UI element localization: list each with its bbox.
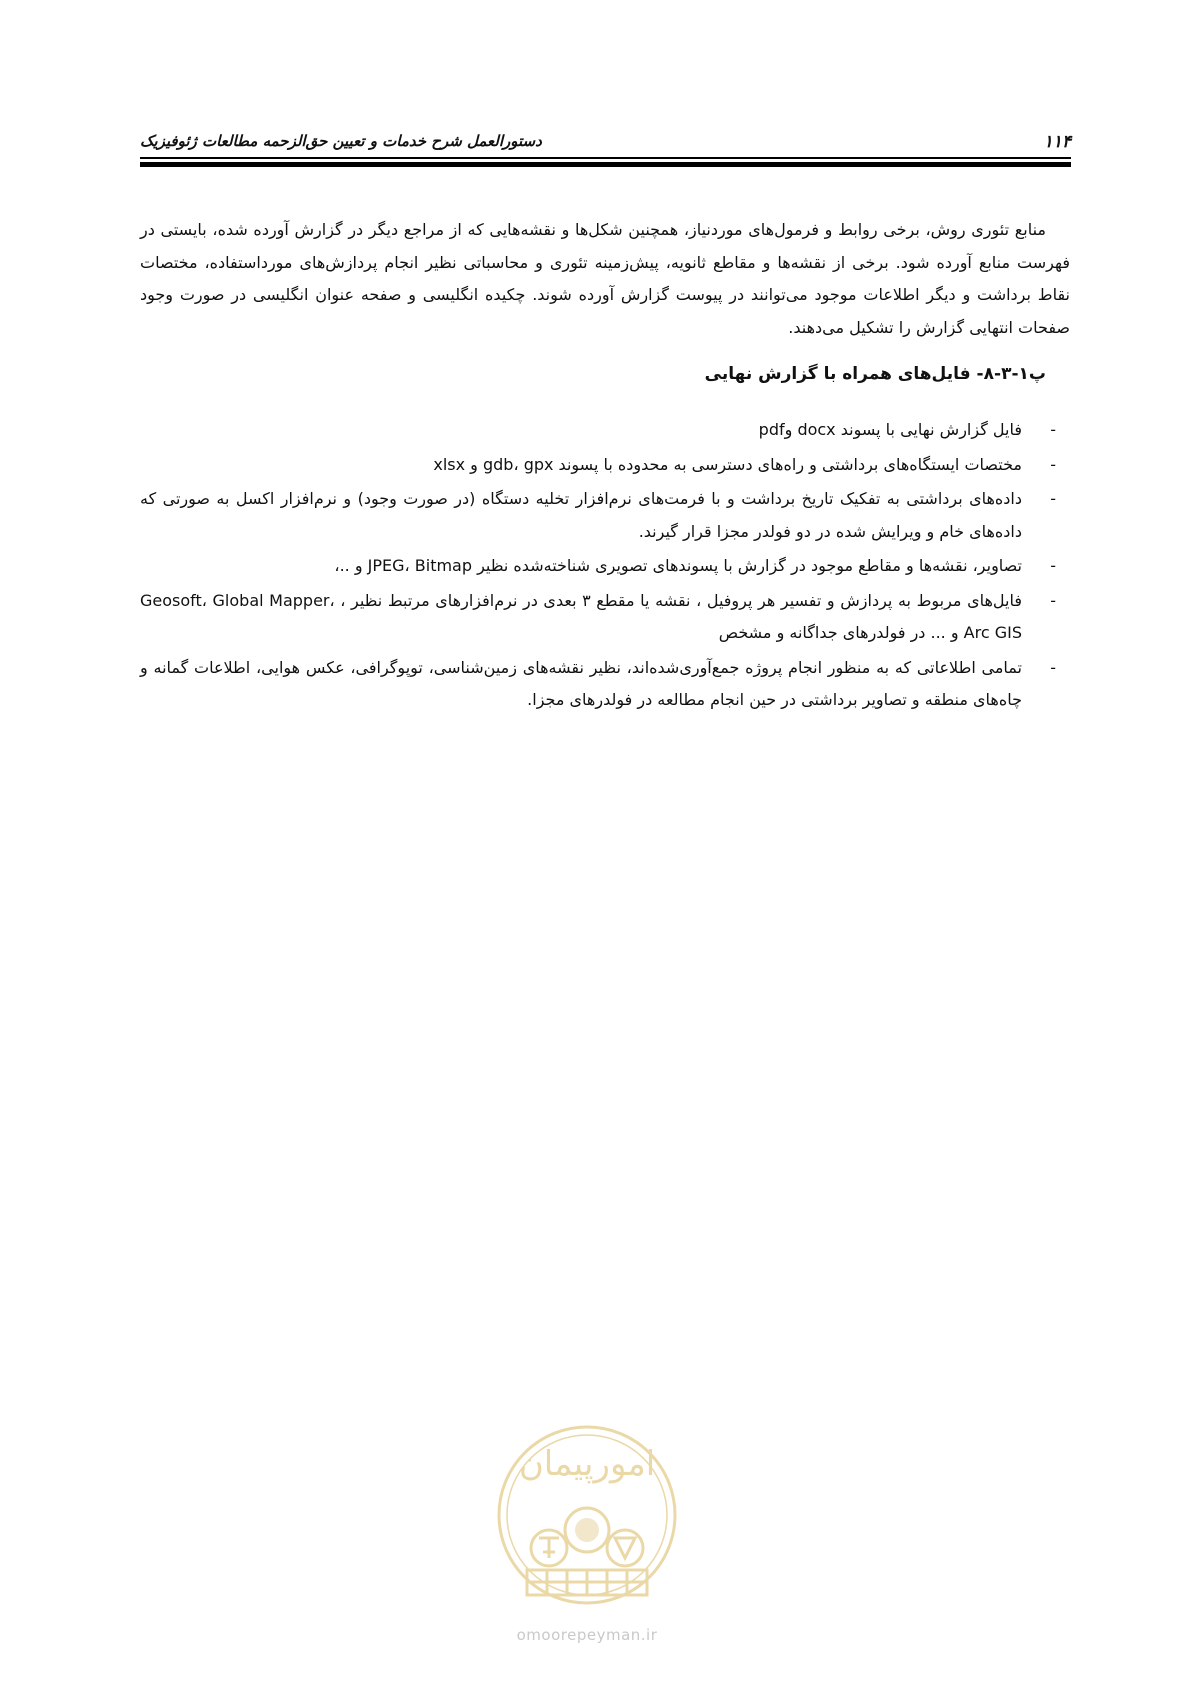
list-item — [140, 483, 1070, 548]
list-item-text: فایل‌های مربوط به پردازش و تفسیر هر پروفیل ، نقشه یا مقطع ۳ بعدی در نرم‌افزارهای مرتبط نظیر ، Geosoft، Global Mapper، Arc GIS و ... در فولدرهای جداگانه و مشخص — [140, 590, 1022, 642]
header-rule-thick — [140, 162, 1071, 167]
list-item — [140, 414, 1070, 447]
list-item — [140, 550, 1070, 583]
gear-logo-icon — [487, 1420, 687, 1620]
list-item-text: مختصات ایستگاه‌های برداشتی و راه‌های دسترسی به محدوده با پسوند gdb، gpx و xlsx — [433, 454, 1022, 474]
bullet-dash: - — [1050, 454, 1056, 474]
intro-paragraph: منابع تئوری روش، برخی روابط و فرمول‌های موردنیاز، همچنین شکل‌ها و نقشه‌هایی که از مراجع دیگر در گزارش آورده شده، بایستی در فهرست منابع آورده شود. برخی از نقشه‌ها و مقاطع ثانویه، پیش‌زمینه تئوری و محاسباتی نظیر انجام پردازش‌های مورداستفاده، مختصات نقاط برداشت و دیگر اطلاعات موجود می‌توانند در پیوست گزارش آورده شوند. چکیده انگلیسی و صفحه عنوان انگلیسی در صورت وجود صفحات انتهایی گزارش را تشکیل می‌دهند. — [140, 220, 1070, 337]
list-item-text: تصاویر، نقشه‌ها و مقاطع موجود در گزارش با پسوندهای تصویری شناخته‌شده نظیر JPEG، Bitmap و ..، — [334, 556, 1022, 575]
list-item — [140, 449, 1070, 482]
bullet-dash: - — [1050, 489, 1056, 508]
bullet-dash: - — [1050, 657, 1056, 677]
bullet-dash: - — [1050, 420, 1056, 439]
running-title: دستورالعمل شرح خدمات و تعیین حق‌الزحمه مطالعات ژئوفیزیک — [140, 132, 542, 150]
list-item — [140, 585, 1070, 650]
bullet-dash: - — [1050, 556, 1056, 575]
section-heading: پ۱-۳-۸- فایل‌های همراه با گزارش نهایی — [704, 364, 1046, 384]
list-item-text: تمامی اطلاعاتی که به منظور انجام پروژه جمع‌آوری‌شده‌اند، نظیر نقشه‌های زمین‌شناسی، توپوگرافی، عکس هوایی، اطلاعات گمانه و چاه‌های منطقه و تصاویر برداشتی در حین انجام مطالعه در فولدرهای مجزا. — [140, 657, 1022, 709]
header-rule-thin — [140, 157, 1071, 159]
list-item-text: داده‌های برداشتی به تفکیک تاریخ برداشت و با فرمت‌های نرم‌افزار تخلیه دستگاه (در صورت وجود) و نرم‌افزار اکسل به صورتی که داده‌های خام و ویرایش شده در دو فولدر مجزا قرار گیرند. — [140, 489, 1022, 541]
page-number: ۱۱۴ — [1043, 132, 1071, 152]
watermark-logo-text: امورپیمان — [518, 1444, 656, 1484]
watermark-site: omoorepeyman.ir — [516, 1626, 658, 1644]
bullet-dash: - — [1050, 590, 1056, 610]
page-header — [140, 122, 1071, 158]
list-item — [140, 652, 1070, 717]
watermark-logo — [487, 1420, 687, 1660]
list-item-text: فایل گزارش نهایی با پسوند docx وpdf — [758, 420, 1022, 439]
attachments-list — [140, 414, 1070, 717]
page-body — [140, 214, 1070, 719]
